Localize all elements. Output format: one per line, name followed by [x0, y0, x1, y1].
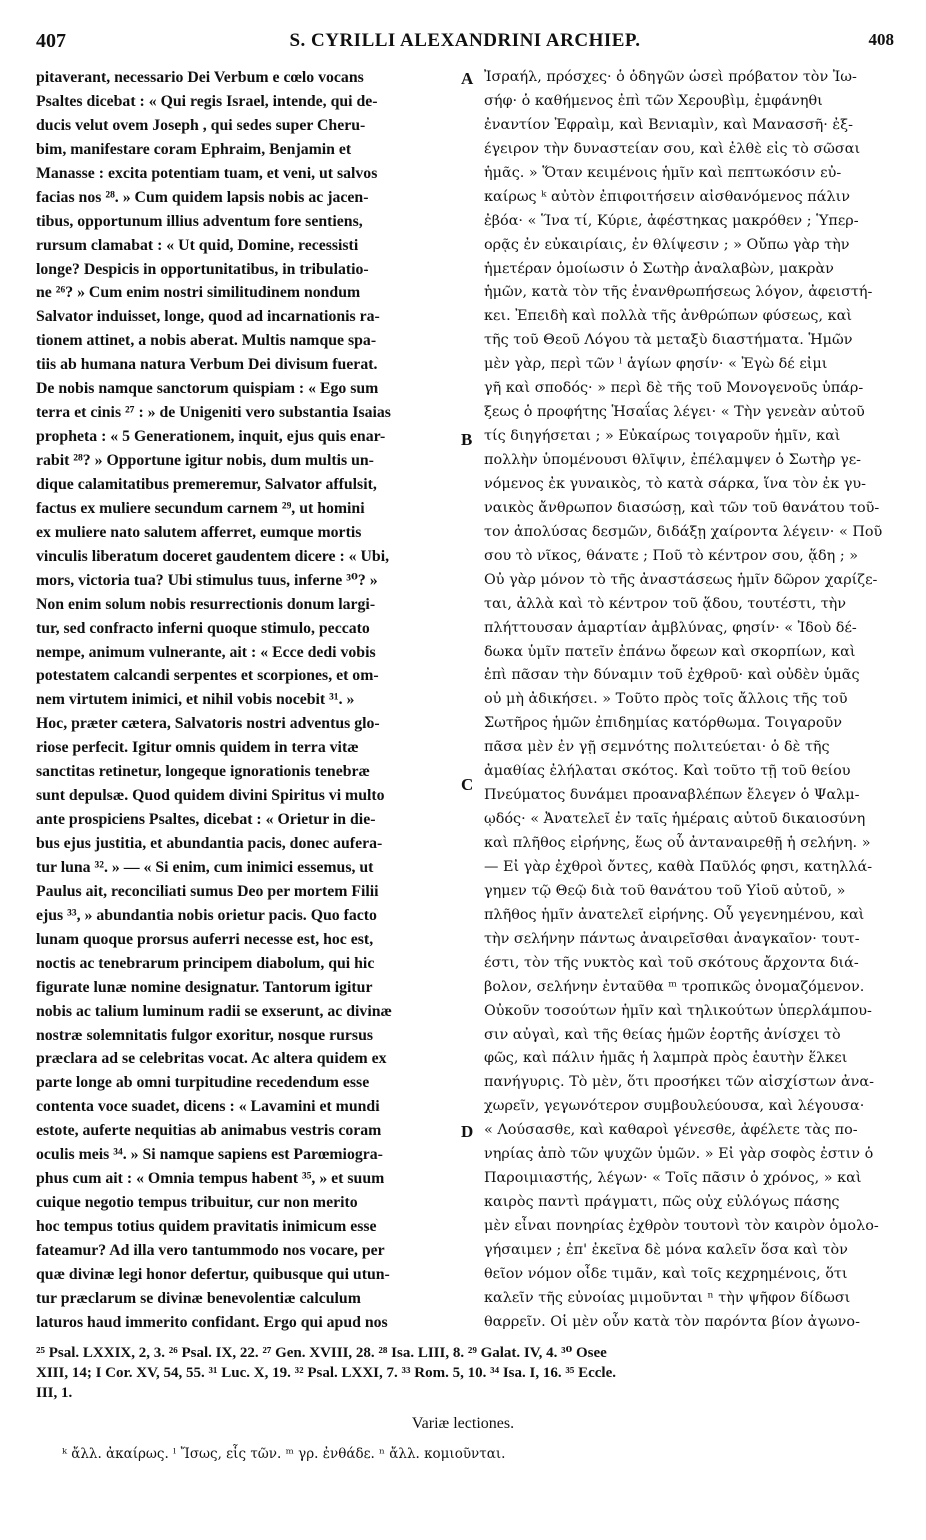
latin-text-line: Psaltes dicebat : « Qui regis Israel, intende, qui de- — [36, 92, 378, 110]
greek-text-line: χωρεῖν, γεγωνότερον συμβουλεύουσα, καὶ λέγουσα· — [484, 1098, 865, 1115]
margin-marker-b: B — [461, 430, 473, 449]
latin-text-line: tur præclarum se divinæ benevolentiæ calculum — [36, 1289, 361, 1307]
latin-text-line: ex muliere nato salutem afferret, eumque mortis — [36, 523, 362, 541]
greek-text-line: έγειρον τὴν δυναστείαν σου, καὶ ἐλθὲ εἰς τὸ σῶσαι — [484, 140, 861, 157]
greek-text-line: μὲν γὰρ, περὶ τῶν ˡ ἁγίων φησίν· « Ἐγὼ δέ εἰμι — [484, 356, 828, 373]
greek-text-line: ται, ἀλλὰ καὶ τὸ κέντρον τοῦ ᾅδου, τουτέστι, τὴν — [484, 595, 847, 612]
greek-text-line: σιν αὐγαὶ, καὶ τῆς θείας ἡμῶν ἑορτῆς ἀνίσχει τὸ — [484, 1026, 841, 1043]
greek-text-line: ἡμῶν, κατὰ τὸν τῆς ἐνανθρωπήσεως λόγον, ἀφειστή- — [484, 284, 873, 301]
page-number-right: 408 — [868, 30, 894, 49]
greek-text-line: Οὐ γὰρ μόνον τὸ τῆς ἀναστάσεως ἡμῖν δῶρον χαρίζε- — [484, 571, 878, 588]
latin-text-line: nobis ac talium luminum radii se exserunt, ac divinæ — [36, 1002, 392, 1020]
latin-text-line: lunam quoque prorsus auferri necesse est, hoc est, — [36, 930, 374, 948]
latin-text-line: tionem attinet, a nobis aberat. Multis namque spa- — [36, 332, 377, 350]
greek-text-line: έστι, τὸν τῆς νυκτὸς καὶ τοῦ σκότους ἄρχοντα διά- — [484, 954, 859, 971]
latin-column — [36, 66, 456, 1335]
latin-text-line: bus ejus justitia, et abundantia pacis, donec aufera- — [36, 835, 383, 852]
latin-text-line: mors, victoria tua? Ubi stimulus tuus, inferne ³⁰? » — [36, 571, 378, 589]
greek-text-line: ἀμαθίας ἐλήλαται σκότος. Καὶ τοῦτο τῇ τοῦ θείου — [484, 763, 851, 780]
footnote-line: III, 1. — [36, 1385, 73, 1401]
greek-text-line: — Εἰ γὰρ ἐχθροὶ ὄντες, καθὰ Παῦλός φησι, κατηλλά- — [484, 858, 873, 875]
greek-text-line: τῆς τοῦ Θεοῦ Λόγου τὰ μεταξὺ διαστήματα. Ἡμῶν — [484, 332, 853, 349]
greek-text-line: καὶ πλῆθος εἰρήνης, ἕως οὗ ἀνταναιρεθῇ ἡ σελήνη. » — [484, 835, 871, 851]
variae-lectiones-text: ᵏ ἄλλ. ἀκαίρως. ˡ Ἴσως, εἷς τῶν. ᵐ γρ. ἐνθάδε. ⁿ ἄλλ. κομιοῦνται. — [62, 1446, 506, 1462]
page-number-left: 407 — [36, 30, 66, 52]
latin-text-line: riose perfecit. Igitur omnis quidem in terra vitæ — [36, 739, 359, 757]
latin-text-line: phus cum ait : « Omnia tempus habent ³⁵, » et suum — [36, 1170, 385, 1188]
greek-text-line: γήσαιμεν ; ἐπ' ἐκεῖνα δὲ μόνα καλεῖν ὅσα καὶ τὸν — [484, 1241, 848, 1258]
greek-text-line: θεῖον νόμον οἶδε τιμᾶν, καὶ τοῖς κεχρημένοις, ὅτι — [484, 1265, 848, 1282]
latin-text-line: Hoc, præter cætera, Salvatoris nostri adventus glo- — [36, 715, 380, 733]
latin-text-line: noctis ac tenebrarum principem diabolum, qui hic — [36, 954, 375, 972]
greek-text-line: ἐναντίον Ἐφραὶμ, καὶ Βενιαμὶν, καὶ Μανασσῆ· ἐξ- — [484, 116, 853, 133]
latin-text-line: Manasse : excita potentiam tuam, et veni, ut salvos — [36, 164, 378, 182]
latin-text-line: præclara ad se celebritas vocat. Ac altera quidem ex — [36, 1050, 387, 1068]
latin-text-line: hoc tempus totius quidem pravitatis inimicum esse — [36, 1218, 377, 1235]
greek-text-line: τον ἀπολύσας δεσμῶν, διδάξῃ χαίροντα λέγειν· « Ποῦ — [484, 523, 883, 540]
latin-text-line: laturos haud immerito confidant. Ergo qui apud nos — [36, 1313, 388, 1331]
latin-text-line: ne ²⁶? » Cum enim nostri similitudinem nondum — [36, 284, 361, 302]
latin-text-line: De nobis namque sanctorum quispiam : « Ego sum — [36, 380, 379, 398]
latin-text-line: oculis meis ³⁴. » Si namque sapiens est Parœmiogra- — [36, 1146, 383, 1164]
latin-text-line: potestatem calcandi serpentes et scorpiones, et om- — [36, 667, 379, 685]
greek-text-line: πλῆθος ἡμῖν ἀνατελεῖ εἰρήνης. Οὗ γεγενημένου, καὶ — [484, 906, 865, 923]
greek-text-line: θαρρεῖν. Οἱ μὲν οὖν κατὰ τὸν παρόντα βίον ἀγωνο- — [484, 1313, 860, 1330]
greek-column — [484, 66, 896, 1335]
latin-text-line: dique calamitatibus premeremur, Salvator affulsit, — [36, 475, 377, 493]
greek-text-line: πᾶσα μὲν ἐν γῇ σεμνότης πολιτεύεται· ὁ δὲ τῆς — [484, 739, 830, 756]
margin-marker-d: D — [461, 1122, 474, 1141]
margin-marker-a: A — [461, 69, 474, 88]
greek-text-line: ῳδός· « Ἀνατελεῖ ἐν ταῖς ἡμέραις αὐτοῦ δικαιοσύνη — [484, 811, 866, 828]
greek-text-line: « Λούσασθε, καὶ καθαροὶ γένεσθε, ἀφέλετε τὰς πο- — [484, 1122, 858, 1139]
greek-text-line: ἡμᾶς. » Ὅταν κειμένοις ἡμῖν καὶ πεπτωκόσιν εὐ- — [484, 164, 842, 181]
greek-text-line: γημεν τῷ Θεῷ διὰ τοῦ θανάτου τοῦ Υἱοῦ αὐτοῦ, » — [484, 882, 846, 899]
latin-text-line: pitaverant, necessario Dei Verbum e cœlo vocans — [36, 69, 364, 86]
variae-lectiones-title: Variæ lectiones. — [411, 1415, 515, 1432]
latin-text-line: longe? Despicis in opportunitatibus, in tribulatio- — [36, 260, 369, 278]
latin-text-line: factus ex muliere secundum carnem ²⁹, ut homini — [36, 499, 365, 517]
greek-text-line: νηρίας ἀπὸ τῶν ψυχῶν ὑμῶν. » Εἰ γὰρ σοφὸς ἐστιν ὁ — [484, 1146, 874, 1163]
greek-text-line: νόμενος ἐκ γυναικὸς, τὸ κατὰ σάρκα, ἵνα τὸν ἐκ γυ- — [484, 475, 867, 492]
latin-text-line: nostræ solemnitatis fulgor exoritur, nosque rursus — [36, 1026, 374, 1044]
latin-text-line: Non enim solum nobis resurrectionis donum largi- — [36, 595, 376, 613]
greek-text-line: Ἰσραήλ, πρόσχες· ὁ ὁδηγῶν ὡσεὶ πρόβατον τὸν Ἰω- — [484, 69, 857, 85]
greek-text-line: μὲν εἶναι πονηρίας ἐχθρὸν τουτονὶ τὸν καιρὸν ὁμολο- — [484, 1218, 879, 1234]
latin-text-line: tur luna ³². » — « Si enim, cum inimici essemus, ut — [36, 858, 374, 876]
latin-text-line: cuique negotio tempus tribuitur, cur non merito — [36, 1194, 358, 1212]
latin-text-line: rursum clamabat : « Ut quid, Domine, recessisti — [36, 236, 359, 254]
latin-text-line: contenta voce suadet, dicens : « Lavamini et mundi — [36, 1098, 380, 1116]
greek-text-line: κει. Ἐπειδὴ καὶ πολλὰ τῆς ἀνθρώπων φύσεως, καὶ — [484, 308, 852, 325]
latin-text-line: fateamur? Ad illa vero tantummodo nos vocare, per — [36, 1241, 385, 1259]
greek-text-line: οὐ μὴ ἀδικήσει. » Τοῦτο πρὸς τοῖς ἄλλοις τῆς τοῦ — [484, 691, 848, 708]
latin-text-line: Paulus ait, reconciliati sumus Deo per mortem Filii — [36, 882, 379, 900]
greek-text-line: πανήγυρις. Τὸ μὲν, ὅτι προσήκει τῶν αἰσχίστων ἀνα- — [484, 1074, 875, 1091]
latin-text-line: vinculis liberatum doceret gaudentem dicere : « Ubi, — [36, 547, 390, 565]
greek-text-line: Πνεύματος δυνάμει προαναβλέπων ἔλεγεν ὁ Ψαλμ- — [484, 787, 860, 804]
latin-text-line: bim, manifestare coram Ephraim, Benjamin et — [36, 140, 352, 158]
greek-text-line: γῆ καὶ σποδός· » περὶ δὲ τῆς τοῦ Μονογενοῦς ὑπάρ- — [484, 380, 864, 397]
latin-text-line: estote, auferte nequitias ab animabus vestris coram — [36, 1122, 382, 1140]
latin-text-line: ejus ³³, » abundantia nobis orietur pacis. Quo facto — [36, 906, 377, 924]
latin-text-line: sunt depulsæ. Quod quidem divini Spiritus vi multo — [36, 787, 385, 805]
latin-text-line: rabit ²⁸? » Opportune igitur nobis, dum multis un- — [36, 452, 374, 469]
latin-text-line: ducis velut ovem Joseph , qui sedes super Cheru- — [36, 116, 366, 134]
greek-text-line: Παροιμιαστής, λέγων· « Τοῖς πᾶσιν ὁ χρόνος, » καὶ — [484, 1170, 862, 1187]
latin-text-line: facias nos ²⁸. » Cum quidem lapsis nobis ac jacen- — [36, 188, 369, 206]
greek-text-line: δωκα ὑμῖν πατεῖν ἐπάνω ὄφεων καὶ σκορπίων, καὶ — [484, 643, 856, 660]
running-head — [36, 30, 894, 60]
greek-text-line: τίς διηγήσεται ; » Εὐκαίρως τοιγαροῦν ἡμῖν, καὶ — [484, 428, 841, 445]
latin-text-line: nempe, animum vulnerante, ait : « Ecce dedi vobis — [36, 643, 376, 661]
greek-text-line: πολλὴν ὑπομένουσι θλῖψιν, ἐπέλαμψεν ὁ Σωτὴρ γε- — [484, 452, 862, 468]
greek-text-line: καίρως ᵏ αὐτὸν ἐπιφοιτήσειν αἰσθανόμενος πάλιν — [484, 188, 850, 205]
greek-text-line: ορᾷς ἐν εὐκαιρίαις, ἐν θλίψεσιν ; » Οὔπω γὰρ τὴν — [484, 236, 850, 253]
greek-text-line: σήφ· ὁ καθήμενος ἐπὶ τῶν Χερουβὶμ, ἐμφάνηθι — [484, 92, 823, 109]
greek-text-line: βολον, σελήνην ἐνταῦθα ᵐ τροπικῶς ὀνομαζόμενον. — [484, 978, 865, 995]
latin-text-line: tiis ab humana natura Verbum Dei divisum fuerat. — [36, 356, 378, 374]
footnotes — [36, 1343, 894, 1403]
latin-text-line: tur, sed confracto inferni quoque stimulo, peccato — [36, 619, 370, 637]
latin-text-line: quæ divinæ legi honor defertur, quibusque qui utun- — [36, 1265, 390, 1283]
greek-text-line: Οὐκοῦν τοσούτων ἡμῖν καὶ τηλικούτων ὑπερλάμπου- — [484, 1002, 872, 1019]
greek-text-line: ξεως ὁ προφήτης Ἡσαΐας λέγει· « Τὴν γενεὰν αὐτοῦ — [484, 404, 865, 421]
greek-text-line: σου τὸ νῖκος, θάνατε ; Ποῦ τὸ κέντρον σου, ᾅδη ; » — [484, 547, 859, 564]
greek-text-line: ναικὸς ἄνθρωπον διασώσῃ, καὶ τῶν τοῦ θανάτου τοῦ- — [484, 499, 880, 516]
greek-text-line: πλήττουσαν ἁμαρτίαν ἀμβλύνας, φησίν· « Ἰδοὺ δέ- — [484, 619, 857, 636]
latin-text-line: tibus, opportunum illius adventum fore sentiens, — [36, 212, 363, 230]
greek-text-line: ἐπὶ πᾶσαν τὴν δύναμιν τοῦ ἐχθροῦ· καὶ οὐδὲν ὑμᾶς — [484, 667, 860, 684]
page-title: S. CYRILLI ALEXANDRINI ARCHIEP. — [289, 30, 641, 51]
latin-text-line: sanctitas retinetur, longeque ignorationis tenebræ — [36, 763, 370, 781]
latin-text-line: nem virtutem inimici, et nihil vobis nocebit ³¹. » — [36, 691, 355, 709]
footnote-line: ²⁵ Psal. LXXIX, 2, 3. ²⁶ Psal. IX, 22. ²⁷ Gen. XVIII, 28. ²⁸ Isa. LIII, 8. ²⁹ Galat. IV, 4. ³⁰ Osee — [36, 1345, 607, 1361]
latin-text-line: figurate lunæ nomine designatur. Tantorum igitur — [36, 978, 373, 996]
latin-text-line: ante prospiciens Psaltes, dicebat : « Orietur in die- — [36, 811, 376, 829]
latin-text-line: Salvator induisset, longe, quod ad incarnationis ra- — [36, 308, 380, 326]
greek-text-line: φῶς, καὶ πάλιν ἡμᾶς ἡ λαμπρὰ πρὸς ἑαυτὴν ἕλκει — [484, 1050, 848, 1067]
greek-text-line: καιρὸς παντὶ πράγματι, πῶς οὐχ εὐλόγως πάσης — [484, 1194, 840, 1211]
footnote-line: XIII, 14; I Cor. XV, 54, 55. ³¹ Luc. X, 19. ³² Psal. LXXI, 7. ³³ Rom. 5, 10. ³⁴ Isa. I, 16. ³⁵ Eccle. — [36, 1365, 616, 1381]
latin-text-line: propheta : « 5 Generationem, inquit, ejus quis enar- — [36, 428, 386, 446]
greek-text-line: καλεῖν τῆς εὐνοίας μιμοῦνται ⁿ τὴν ψῆφον δίδωσι — [484, 1289, 851, 1306]
greek-text-line: ἐβόα· « Ἵνα τί, Κύριε, ἀφέστηκας μακρόθεν ; Ὑπερ- — [484, 212, 859, 229]
greek-text-line: ἡμετέραν ὁμοίωσιν ὁ Σωτὴρ ἀναλαβὼν, μακρὰν — [484, 260, 834, 277]
latin-text-line: parte longe ab omni turpitudine recedendum esse — [36, 1074, 370, 1092]
latin-text-line: terra et cinis ²⁷ : » de Unigeniti vero substantia Isaias — [36, 404, 391, 422]
greek-text-line: Σωτῆρος ἡμῶν ἐπιδημίας κατόρθωμα. Τοιγαροῦν — [484, 715, 842, 732]
margin-marker-c: C — [461, 775, 474, 794]
greek-text-line: τὴν σελήνην πάντως ἀναιρεῖσθαι ἀναγκαῖον· τουτ- — [484, 930, 860, 947]
